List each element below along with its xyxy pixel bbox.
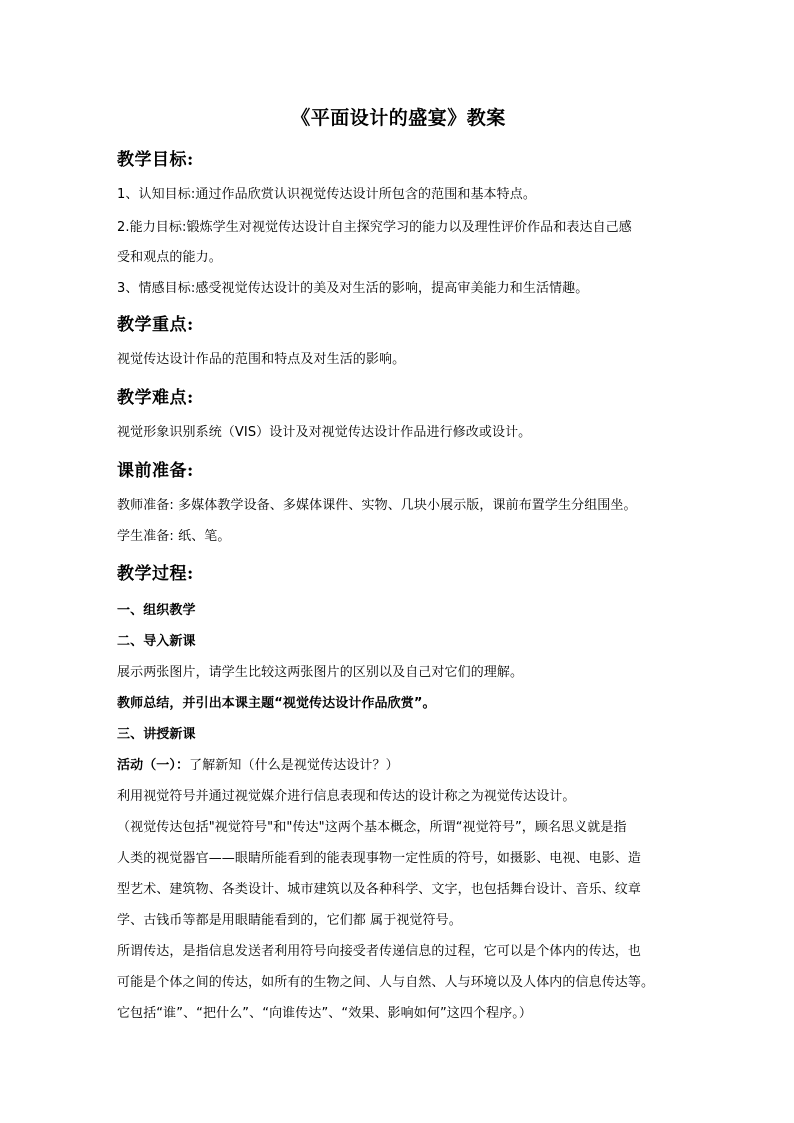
goal-2-line-2: 受和观点的能力。 bbox=[117, 250, 222, 265]
heading-process: 教学过程: bbox=[117, 564, 194, 584]
key-points-text: 视觉传达设计作品的范围和特点及对生活的影响。 bbox=[117, 352, 406, 367]
activity-label: 活动（一）： bbox=[117, 758, 190, 773]
paragraph-2-line-3: 它包括“谁”、“把什么”、“向谁传达”、“效果、影响如何”这四个程序。） bbox=[117, 1006, 532, 1021]
paragraph-2-line-1: 所谓传达，是指信息发送者利用符号向接受者传递信息的过程，它可以是个体内的传达，也 bbox=[117, 944, 642, 959]
heading-key-points: 教学重点: bbox=[117, 315, 194, 335]
step-2-summary: 教师总结，并引出本课主题“视觉传达设计作品欣赏”。 bbox=[117, 696, 436, 711]
goal-3: 3、情感目标:感受视觉传达设计的美及对生活的影响，提高审美能力和生活情趣。 bbox=[117, 281, 589, 296]
step-2: 二、导入新课 bbox=[117, 634, 196, 649]
difficulties-text: 视觉形象识别系统（VIS）设计及对视觉传达设计作品进行修改或设计。 bbox=[117, 425, 532, 440]
paragraph-1-line-3: 型艺术、建筑物、各类设计、城市建筑以及各种科学、文字，也包括舞台设计、音乐、纹章 bbox=[117, 882, 642, 897]
paragraph-1-line-4: 学、古钱币等都是用眼睛能看到的，它们都 属于视觉符号。 bbox=[117, 913, 462, 928]
step-2-text: 展示两张图片，请学生比较这两张图片的区别以及自己对它们的理解。 bbox=[117, 665, 524, 680]
heading-goals: 教学目标: bbox=[117, 150, 194, 170]
paragraph-2-line-2: 可能是个体之间的传达，如所有的生物之间、人与自然、人与环境以及人体内的信息传达等。 bbox=[117, 975, 655, 990]
document-title: 《平面设计的盛宴》教案 bbox=[291, 107, 506, 129]
prep-student: 学生准备: 纸、笔。 bbox=[117, 529, 231, 544]
paragraph-1-line-1: （视觉传达包括"视觉符号"和"传达"这两个基本概念，所谓“视觉符号”，顾名思义就是指 bbox=[117, 820, 627, 835]
goal-1: 1、认知目标:通过作品欣赏认识视觉传达设计所包含的范围和基本特点。 bbox=[117, 187, 536, 202]
step-3: 三、讲授新课 bbox=[117, 727, 196, 742]
definition-text: 利用视觉符号并通过视觉媒介进行信息表现和传达的设计称之为视觉传达设计。 bbox=[117, 789, 576, 804]
activity-text: 了解新知（什么是视觉传达设计？） bbox=[189, 758, 399, 773]
activity-line bbox=[117, 752, 680, 780]
paragraph-1-line-2: 人类的视觉器官——眼睛所能看到的能表现事物一定性质的符号，如摄影、电视、电影、造 bbox=[117, 851, 642, 866]
step-1: 一、组织教学 bbox=[117, 603, 196, 618]
heading-difficulties: 教学难点: bbox=[117, 388, 194, 408]
prep-teacher: 教师准备: 多媒体教学设备、多媒体课件、实物、几块小展示版，课前布置学生分组围坐。 bbox=[117, 498, 637, 513]
heading-preparation: 课前准备: bbox=[117, 461, 194, 481]
goal-2-line-1: 2.能力目标:锻炼学生对视觉传达设计自主探究学习的能力以及理性评价作品和表达自己感 bbox=[117, 220, 632, 235]
